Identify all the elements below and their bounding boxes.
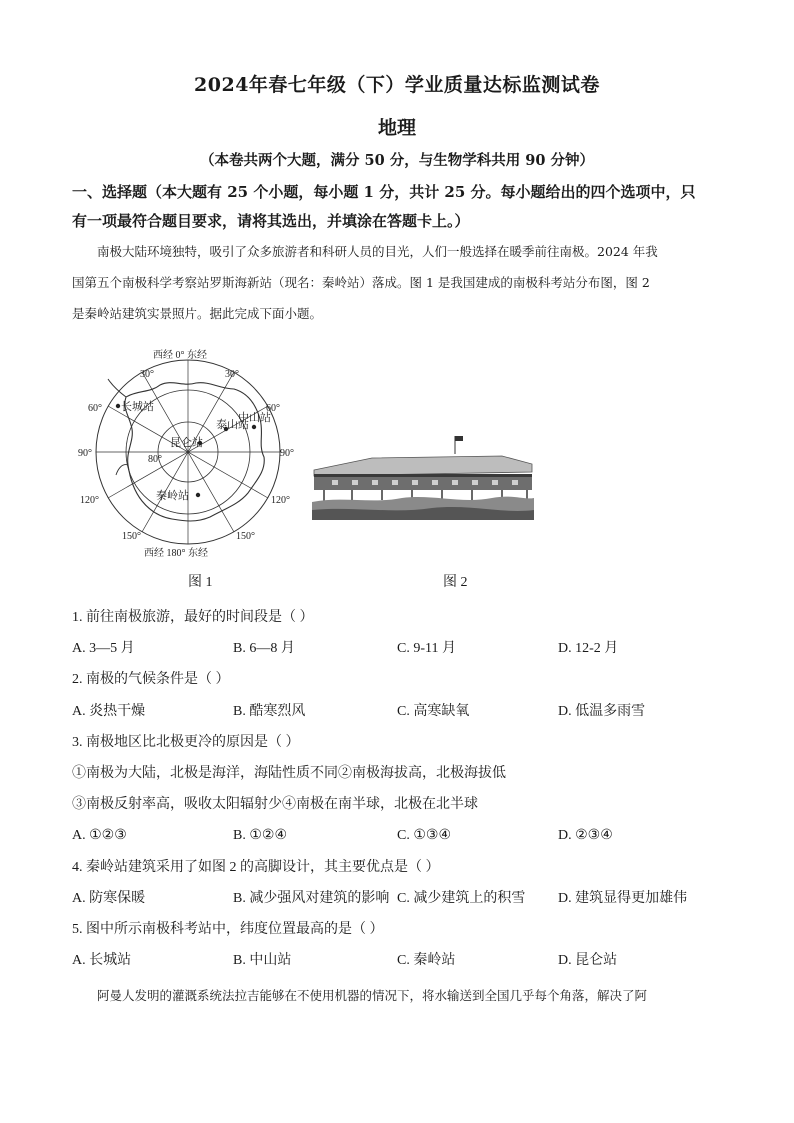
figure2-caption: 图 2 bbox=[443, 575, 468, 590]
q1-option-a[interactable]: A. 3—5 月 bbox=[72, 641, 135, 656]
q3-option-a[interactable]: A. ①②③ bbox=[72, 828, 127, 843]
q3-option-d[interactable]: D. ②③④ bbox=[558, 828, 613, 843]
station-taishan-label: 泰山站 bbox=[216, 419, 249, 431]
q1-option-b[interactable]: B. 6—8 月 bbox=[233, 641, 295, 656]
lon-label: 150° bbox=[122, 531, 141, 542]
q5-option-b[interactable]: B. 中山站 bbox=[233, 953, 292, 968]
question-5-stem: 5. 图中所示南极科考站中，纬度位置最高的是（ ） bbox=[72, 922, 384, 937]
figure1-caption: 图 1 bbox=[188, 575, 213, 590]
lon-label: 150° bbox=[236, 531, 255, 542]
q4-option-b[interactable]: B. 减少强风对建筑的影响 bbox=[233, 891, 390, 906]
lon-label: 90° bbox=[280, 448, 294, 459]
q3-option-c[interactable]: C. ①③④ bbox=[397, 828, 451, 843]
station-changcheng-marker bbox=[116, 404, 120, 408]
station-qinling-marker bbox=[196, 493, 200, 497]
station-zhongshan-label: 中山站 bbox=[238, 412, 271, 424]
q3-option-b[interactable]: B. ①②④ bbox=[233, 828, 287, 843]
map-top-label: 西经 0° 东经 bbox=[153, 350, 207, 361]
question-3-stem: 3. 南极地区比北极更冷的原因是（ ） bbox=[72, 735, 300, 750]
lon-label: 60° bbox=[88, 403, 102, 414]
exam-note: （本卷共两个大题，满分 50 分，与生物学科共用 90 分钟） bbox=[199, 152, 595, 169]
lon-label: 120° bbox=[80, 495, 99, 506]
lon-label: 30° bbox=[140, 369, 154, 380]
intro-passage: 南极大陆环境独特，吸引了众多旅游者和科研人员的目光，人们一般选择在暖季前往南极。2024 年我 国第五个南极科学考察站罗斯海新站（现名：秦岭站）落成。图 1 是我国建成的南极科考站分布图，图 2 是秦岭站建筑实景照片。据此完成下面小题。 bbox=[72, 244, 658, 321]
map-bottom-label: 西经 180° 东经 bbox=[144, 548, 208, 559]
station-changcheng-label: 长城站 bbox=[121, 401, 154, 413]
question-4-stem: 4. 秦岭站建筑采用了如图 2 的高脚设计，其主要优点是（ ） bbox=[72, 860, 440, 875]
qinling-station-photo bbox=[312, 430, 534, 520]
q3-statement-line: ③南极反射率高，吸收太阳辐射少④南极在南半球，北极在北半球 bbox=[72, 797, 478, 812]
next-passage: 阿曼人发明的灌溉系统法拉吉能够在不使用机器的情况下，将水输送到全国几乎每个角落，解决了阿 bbox=[97, 988, 648, 1003]
q2-option-c[interactable]: C. 高寒缺氧 bbox=[397, 704, 470, 719]
station-zhongshan-marker bbox=[252, 425, 256, 429]
q4-option-d[interactable]: D. 建筑显得更加雄伟 bbox=[558, 891, 688, 906]
lon-label: 120° bbox=[271, 495, 290, 506]
lon-label: 90° bbox=[78, 448, 92, 459]
q5-option-c[interactable]: C. 秦岭站 bbox=[397, 953, 456, 968]
q1-option-d[interactable]: D. 12-2 月 bbox=[558, 641, 619, 656]
q5-option-d[interactable]: D. 昆仑站 bbox=[558, 953, 618, 968]
q2-option-b[interactable]: B. 酷寒烈风 bbox=[233, 704, 306, 719]
q4-option-c[interactable]: C. 减少建筑上的积雪 bbox=[397, 891, 526, 906]
station-qinling-label: 秦岭站 bbox=[156, 490, 189, 502]
antarctica-map bbox=[78, 345, 298, 560]
station-kunlun-label: 昆仑站 bbox=[170, 437, 203, 449]
q5-option-a[interactable]: A. 长城站 bbox=[72, 953, 132, 968]
q2-option-d[interactable]: D. 低温多雨雪 bbox=[558, 704, 646, 719]
q1-option-c[interactable]: C. 9-11 月 bbox=[397, 641, 456, 656]
section-heading: 一、选择题（本大题有 25 个小题，每小题 1 分，共计 25 分。每小题给出的四个选项中，只 有一项最符合题目要求，请将其选出，并填涂在答题卡上。） bbox=[72, 183, 696, 230]
q4-option-a[interactable]: A. 防寒保暖 bbox=[72, 891, 146, 906]
question-2-stem: 2. 南极的气候条件是（ ） bbox=[72, 672, 230, 687]
lon-label: 30° bbox=[225, 369, 239, 380]
lat-label: 80° bbox=[148, 454, 162, 465]
q3-statement-line: ①南极为大陆，北极是海洋，海陆性质不同②南极海拔高，北极海拔低 bbox=[72, 766, 506, 781]
q2-option-a[interactable]: A. 炎热干燥 bbox=[72, 704, 146, 719]
subject-title: 地理 bbox=[377, 117, 416, 139]
lon-label: 60° bbox=[266, 403, 280, 414]
paper-title: 2024年春七年级（下）学业质量达标监测试卷 bbox=[194, 74, 600, 96]
question-1-stem: 1. 前往南极旅游，最好的时间段是（ ） bbox=[72, 610, 314, 625]
